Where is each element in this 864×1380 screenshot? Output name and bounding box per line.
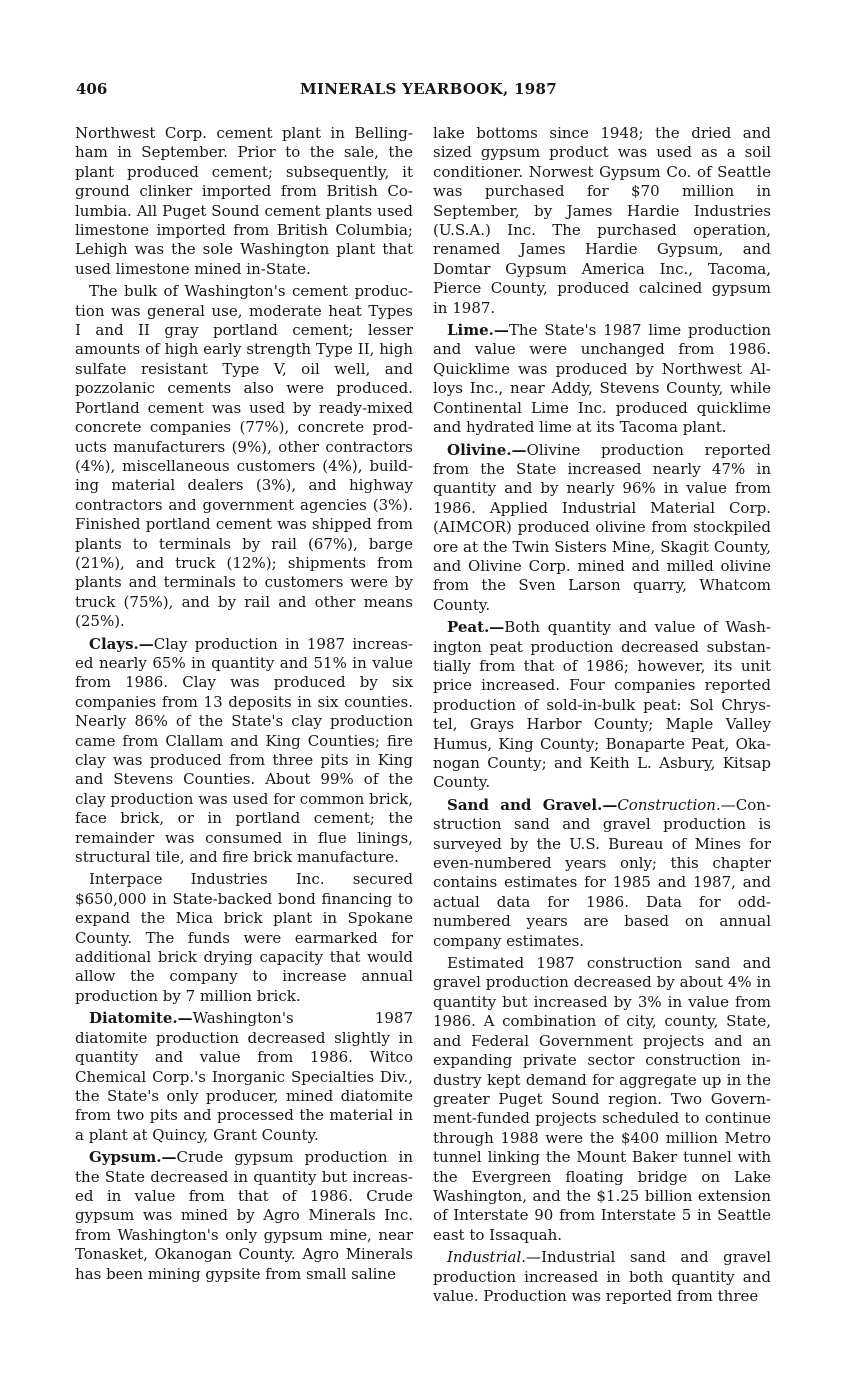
paragraph-sand-gravel [433, 796, 771, 951]
section-heading-peat: Peat.— [447, 618, 505, 637]
right-column [433, 124, 771, 1306]
paragraph-diatomite [75, 1009, 413, 1145]
section-heading-olivine: Olivine.— [447, 440, 527, 459]
paragraph-text: The State's 1987 lime production and value were unchanged from 1986. Quicklime was produced by Northwest Alloys Inc., near Addy, Stevens County, while Continental Lime Inc. produced quicklime and hydrated lime at its Tacoma plant. [433, 321, 771, 437]
paragraph-clays [75, 635, 413, 868]
paragraph-text: Industrial sand and gravel production increased in both quantity and value. Production was reported from three [433, 1248, 771, 1305]
paragraph-text: Construction sand and gravel production is surveyed by the U.S. Bureau of Mines for even-numbered years only; this chapter contains estimates for 1985 and 1987, and actual data for 1986. Data for odd-numbered years are based on annual company estimates. [433, 795, 771, 950]
section-heading-sand-gravel: Sand and Gravel.— [447, 795, 618, 814]
paragraph-text: Crude gypsum production in the State decreased in quantity but increased in value from that of 1986. Crude gypsum was mined by Agro Minerals Inc. from Washington's only gypsum mine, near Tonasket, Okanogan County. Agro Minerals has been mining gypsite from small saline [75, 1148, 413, 1283]
paragraph-text: Olivine production reported from the State increased nearly 47% in quantity and by nearly 96% in value from 1986. Applied Industrial Material Corp. (AIMCOR) produced olivine from stockpiled ore at the Twin Sisters Mine, Skagit County, and Olivine Corp. mined and milled olivine from the Sven Larson quarry, Whatcom County. [433, 440, 771, 614]
subheading-construction: Construction.— [617, 795, 736, 814]
paragraph-peat [433, 618, 771, 793]
section-heading-lime: Lime.— [447, 321, 509, 340]
running-title: MINERALS YEARBOOK, 1987 [300, 80, 557, 98]
paragraph: Interpace Industries Inc. secured $650,000 in State-backed bond financing to expand the Mica brick plant in Spokane County. The funds were earmarked for additional brick drying capacity that would allow the company to increase annual production by 7 million brick. [75, 870, 413, 1005]
paragraph-lime [433, 321, 771, 437]
paragraph-text: Washington's 1987 diatomite production decreased slightly in quantity and value from 1986. Witco Chemical Corp.'s Inorganic Specialties Div., the State's only producer, mined diatomite from two pits and processed the material in a plant at Quincy, Grant County. [75, 1009, 413, 1144]
subheading-industrial: Industrial.— [447, 1248, 542, 1267]
paragraph-olivine [433, 441, 771, 616]
paragraph-text: Clay production in 1987 increased nearly 65% in quantity and 51% in value from 1986. Clay was produced by six companies from 13 deposits in six counties. Nearly 86% of the State's clay production came from Clallam and King Counties; fire clay was produced from three pits in King and Stevens Counties. About 99% of the clay production was used for common brick, face brick, or in portland cement; the remainder was consumed in flue linings, structural tile, and fire brick manufacture. [75, 634, 413, 867]
paragraph: The bulk of Washington's cement production was general use, moderate heat Types I and II gray portland cement; lesser amounts of high early strength Type II, high sulfate resistant Type V, oil well, and pozzolanic cements also were produced. Portland cement was used by ready-mixed concrete companies (77%), concrete products manufacturers (9%), other contractors (4%), miscellaneous customers (4%), building material dealers (3%), and highway contractors and government agencies (3%). Finished portland cement was shipped from plants to terminals by rail (67%), barge (21%), and truck (12%); shipments from plants and terminals to customers were by truck (75%), and by rail and other means (25%). [75, 282, 413, 631]
paragraph: Northwest Corp. cement plant in Bellingham in September. Prior to the sale, the plant produced cement; subsequently, it ground clinker imported from British Columbia. All Puget Sound cement plants used limestone imported from British Columbia; Lehigh was the sole Washington plant that used limestone mined in-State. [75, 124, 413, 278]
paragraph: lake bottoms since 1948; the dried and sized gypsum product was used as a soil conditioner. Norwest Gypsum Co. of Seattle was purchased for $70 million in September, by James Hardie Industries (U.S.A.) Inc. The purchased operation, renamed James Hardie Gypsum, and Domtar Gypsum America Inc., Tacoma, Pierce County, produced calcined gypsum in 1987. [433, 124, 771, 317]
paragraph: Estimated 1987 construction sand and gravel production decreased by about 4% in quantity but increased by 3% in value from 1986. A combination of city, county, State, and Federal Government projects and an expanding private sector construction industry kept demand for aggregate up in the greater Puget Sound region. Two Government-funded projects scheduled to continue through 1988 were the $400 million Metro tunnel linking the Mount Baker tunnel with the Evergreen floating bridge on Lake Washington, and the $1.25 billion extension of Interstate 90 from Interstate 5 in Seattle east to Issaquah. [433, 954, 771, 1244]
paragraph-gypsum [75, 1148, 413, 1284]
page-number: 406 [76, 80, 108, 98]
left-column [75, 124, 413, 1284]
section-heading-diatomite: Diatomite.— [89, 1009, 193, 1028]
paragraph-industrial [433, 1248, 771, 1306]
paragraph-text: Both quantity and value of Washington peat production decreased substantially from that of 1986; however, its unit price increased. Four companies reported production of sold-in-bulk peat: Sol Chrystel, Grays Harbor County; Maple Valley Humus, King County; Bonaparte Peat, Okanogan County; and Keith L. Asbury, Kitsap County. [433, 618, 771, 792]
section-heading-clays: Clays.— [89, 634, 154, 653]
section-heading-gypsum: Gypsum.— [89, 1148, 177, 1167]
